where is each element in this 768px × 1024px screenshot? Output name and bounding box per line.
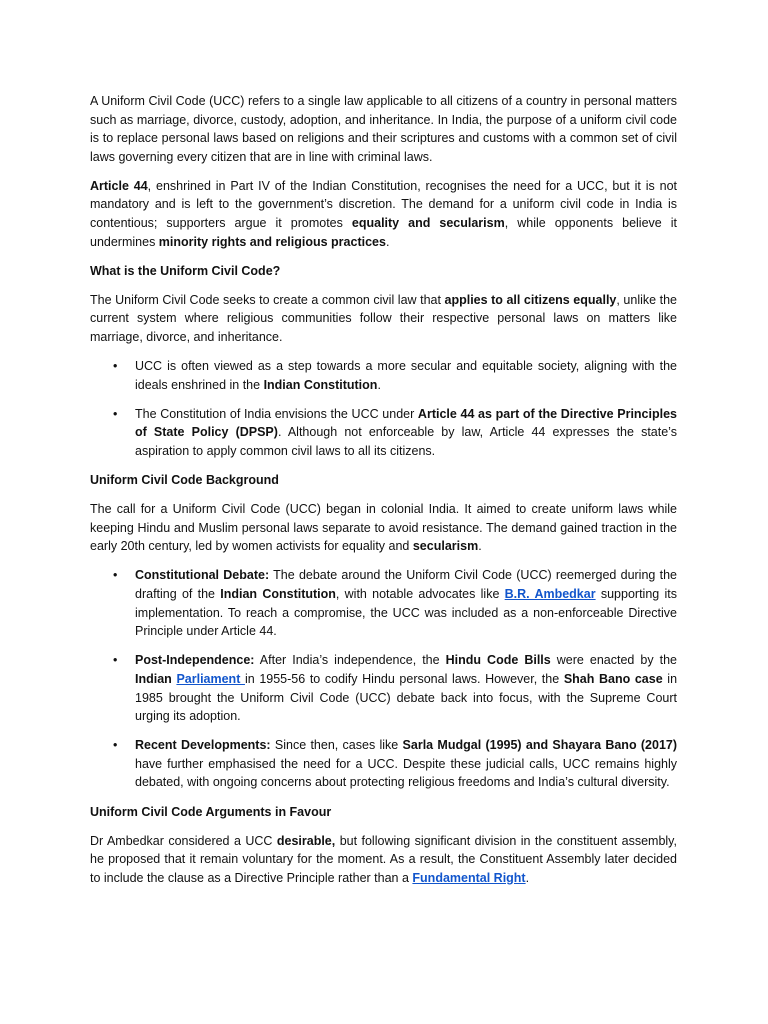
cases-bold: Sarla Mudgal (1995) and Shayara Bano (2017) [402, 738, 678, 753]
ambedkar-link[interactable]: B.R. Ambedkar [504, 587, 596, 602]
parliament-link[interactable]: Parliament [176, 671, 245, 686]
secularism-bold: secularism [412, 539, 479, 554]
list-item-text: were enacted by the [550, 653, 677, 668]
hindu-code-bills-bold: Hindu Code Bills [445, 653, 551, 668]
paragraph-text: The Uniform Civil Code seeks to create a common civil law that [90, 292, 445, 307]
bullet-icon: • [113, 568, 118, 583]
what-is-ucc-list [90, 357, 677, 460]
desirable-bold: desirable, [276, 833, 336, 848]
list-item-text: . [377, 377, 381, 392]
intro-paragraph [90, 92, 677, 166]
bullet-icon: • [113, 359, 118, 374]
document-page [90, 92, 677, 898]
list-item-text: The Constitution of India envisions the UCC under [135, 406, 418, 421]
indian-bold: Indian [135, 671, 177, 686]
list-item-text: in 1985 brought the Uniform Civil Code (UCC) debate back into focus, with the Supreme Court urging its adoption. [135, 671, 678, 724]
what-is-ucc-paragraph [90, 291, 677, 347]
constitutional-debate-bold: Constitutional Debate: [135, 568, 270, 583]
list-item [90, 357, 677, 394]
recent-developments-bold: Recent Developments: [135, 738, 271, 753]
paragraph-text: Dr Ambedkar considered a UCC [90, 833, 277, 848]
list-item [90, 566, 677, 640]
list-item-text: After India’s independence, the [254, 653, 446, 668]
list-item-text: The debate around the Uniform Civil Code (UCC) reemerged during the drafting of the [135, 568, 677, 602]
intro-text: A Uniform Civil Code (UCC) refers to a single law applicable to all citizens of a country in personal matters such as marriage, divorce, custody, adoption, and inheritance. In India, the purpose of a uniform civil code is to replace personal laws based on religions and their scriptures and customs with a common set of civil laws governing every citizen that are in line with criminal laws. [90, 94, 677, 164]
dpsp-bold: Article 44 as part of the Directive Principles of State Policy (DPSP) [135, 406, 677, 440]
equality-secularism-bold: equality and secularism [351, 216, 505, 231]
minority-rights-bold: minority rights and religious practices [158, 234, 386, 249]
paragraph-text: . [385, 234, 390, 249]
bullet-icon: • [113, 653, 118, 668]
paragraph-text: , unlike the current system where religious communities follow their respective personal laws on matters like marriage, divorce, and inheritance. [90, 292, 677, 345]
article-44-paragraph [90, 177, 677, 251]
list-item-text: . Although not enforceable by law, Article 44 expresses the state’s aspiration to apply common civil laws to all its citizens. [135, 425, 677, 458]
shah-bano-bold: Shah Bano case [563, 671, 663, 686]
list-item-text: , with notable advocates like [335, 587, 505, 602]
paragraph-text: . [525, 870, 530, 885]
applies-all-citizens-bold: applies to all citizens equally [444, 292, 617, 307]
paragraph-text: , enshrined in Part IV of the Indian Constitution, recognises the need for a UCC, but it is not mandatory and is left to the government’s discretion. The demand for a uniform civil code in India is contentious; supporters argue it promotes [90, 178, 678, 231]
what-is-ucc-heading: What is the Uniform Civil Code? [90, 263, 281, 278]
arguments-favour-paragraph [90, 832, 677, 888]
indian-constitution-bold: Indian Constitution [220, 587, 336, 602]
list-item [90, 736, 677, 792]
background-heading: Uniform Civil Code Background [90, 473, 279, 488]
paragraph-text: but following significant division in the constituent assembly, he proposed that it remain voluntary for the moment. As a result, the Constituent Assembly later decided to include the clause as a Directive Principle rather than a [90, 833, 677, 885]
post-independence-bold: Post-Independence: [135, 653, 255, 668]
list-item [90, 405, 677, 461]
article-44-bold: Article 44 [90, 178, 148, 193]
fundamental-right-link[interactable]: Fundamental Right [412, 870, 526, 885]
paragraph-text: The call for a Uniform Civil Code (UCC) began in colonial India. It aimed to create uniform laws while keeping Hindu and Muslim personal laws separate to avoid resistance. The demand gained traction in the early 20th century, led by women activists for equality and [90, 502, 677, 554]
list-item [90, 651, 677, 725]
paragraph-text: . [478, 539, 482, 554]
list-item-text: Since then, cases like [270, 738, 403, 753]
indian-constitution-bold: Indian Constitution [263, 377, 378, 392]
background-list [90, 566, 677, 792]
list-item-text: have further emphasised the need for a UCC. Despite these judicial calls, UCC remains highly debated, with ongoing concerns about protecting religious freedoms and India’s cultural diversity. [135, 756, 677, 790]
bullet-icon: • [113, 406, 118, 421]
bullet-icon: • [113, 738, 118, 753]
list-item-text: UCC is often viewed as a step towards a more secular and equitable society, aligning with the ideals enshrined in the [135, 359, 677, 392]
list-item-text: supporting its implementation. To reach a compromise, the UCC was included as a non-enforceable Directive Principle under Article 44. [135, 587, 677, 639]
list-item-text: in 1955-56 to codify Hindu personal laws. However, the [244, 671, 564, 686]
paragraph-text: , while opponents believe it undermines [90, 216, 677, 249]
background-paragraph [90, 500, 677, 556]
arguments-favour-heading: Uniform Civil Code Arguments in Favour [90, 804, 332, 819]
